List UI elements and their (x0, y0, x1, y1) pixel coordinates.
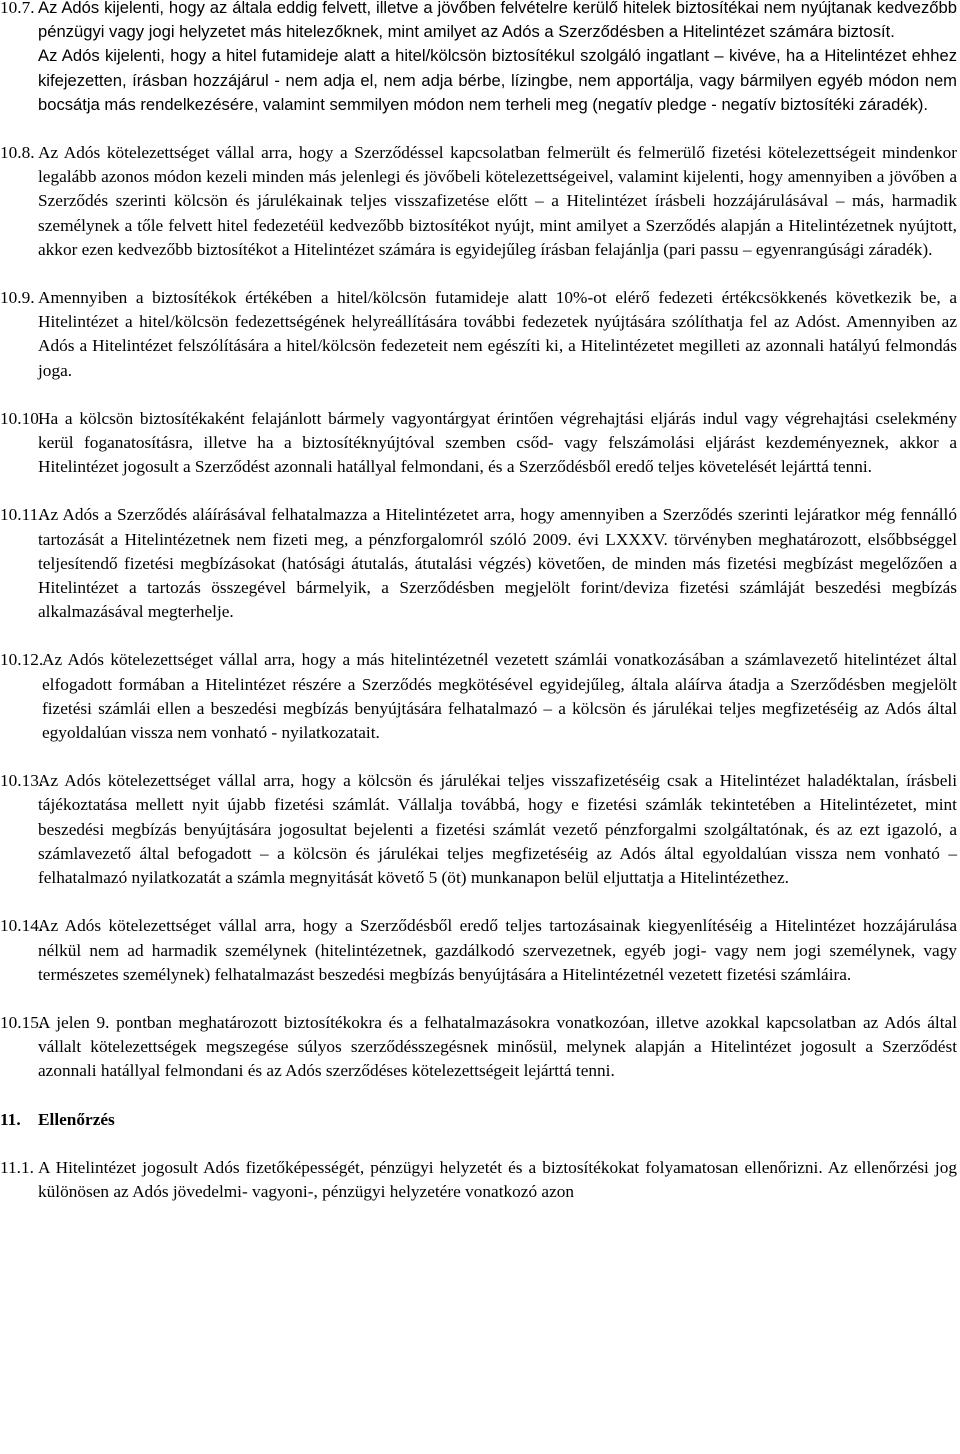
clause-paragraph: A Hitelintézet jogosult Adós fizetőképességét, pénzügyi helyzetét és a biztosítékokat folyamatosan ellenőrizni. Az ellenőrzési jog különösen az Adós jövedelmi- vagyoni-, pénzügyi helyzetére vonatkozó azon (38, 1157, 957, 1201)
clause-10-13 (0, 769, 960, 890)
clause-10-11 (0, 503, 960, 624)
clause-number: 10.14. (0, 916, 44, 936)
clause-paragraph: Az Adós a Szerződés aláírásával felhatalmazza a Hitelintézetet arra, hogy amennyiben a Szerződés szerinti lejáratkor még fennálló tartozását a Hitelintézetnek nem fizeti meg, a pénzforgalomról szóló 2009. évi LXXXV. törvényben meghatározott, elsőbbséggel teljesítendő fizetési megbízásokat (hatósági átutalás, átutalási végzés) követően, de minden más fizetési megbízást megelőzően a Hitelintézet a tartozás összegével bármelyik, a Szerződésben megjelölt forint/deviza fizetési számláját beszedési megbízás alkalmazásával megterhelje. (38, 505, 957, 622)
clause-10-8 (0, 141, 960, 262)
clause-paragraph: Ha a kölcsön biztosítékaként felajánlott bármely vagyontárgyat érintően végrehajtási eljárás indul vagy végrehajtási cselekmény kerül foganatosításra, illetve ha a biztosítéknyújtóval szemben csőd- vagy felszámolási eljárást kezdeményeznek, akkor a Hitelintézet jogosult a Szerződést azonnali hatállyal felmondani, és a Szerződésből eredő teljes követelését lejárttá tenni. (38, 408, 957, 477)
clause-10-12 (0, 648, 960, 745)
clause-10-14 (0, 914, 960, 987)
clause-number: 10.11. (0, 505, 43, 525)
clause-number: 10.15. (0, 1012, 44, 1032)
clause-number: 10.7. (0, 0, 35, 17)
clause-paragraph: Amennyiben a biztosítékok értékében a hitel/kölcsön futamideje alatt 10%-ot elérő fedezeti értékcsökkenés következik be, a Hitelintézet a hitel/kölcsön fedezettségének helyreállítására további fedezetek nyújtására szólíthatja fel az Adóst. Amennyiben az Adós a Hitelintézet felszólítására a hitel/kölcsön fedezeteit nem egészíti ki, a Hitelintézetet megilleti az azonnali hatályú felmondás joga. (38, 288, 957, 380)
clause-11-1 (0, 1156, 960, 1204)
clause-number: 11.1. (0, 1157, 34, 1177)
clause-number: 10.12. (0, 650, 44, 670)
clause-paragraph: Az Adós kijelenti, hogy az általa eddig felvett, illetve a jövőben felvételre kerülő hitelek biztosítékai nem nyújtanak kedvezőbb pénzügyi vagy jogi helyzetet más hitelezőknek, mint amilyet az Adós a Szerződésben a Hitelintézet számára biztosít. (38, 0, 957, 42)
clause-paragraph: Az Adós kötelezettséget vállal arra, hogy a Szerződéssel kapcsolatban felmerült és felmerülő fizetési kötelezettségeit mindenkor legalább azonos módon kezeli minden más jelenlegi és jövőbeli kötelezettségeivel, valamint kijelenti, hogy amennyiben a jövőben a Szerződés szerinti kölcsön és járulékainak teljes visszafizetése előtt – a Hitelintézet írásbeli hozzájárulásával – más, harmadik személynek a tőle felvett hitel fedezetéül kedvezőbb biztosítékot nyújt, mint amilyet a Szerződés alapján a Hitelintézetnek nyújtott, akkor ezen kedvezőbb biztosítékot a Hitelintézet számára is egyidejűleg írásban felajánlja (pari passu – egyenrangúsági záradék). (38, 143, 957, 259)
clause-paragraph: Az Adós kötelezettséget vállal arra, hogy a Szerződésből eredő teljes tartozásainak kiegyenlítéséig a Hitelintézet hozzájárulása nélkül nem ad harmadik személynek (hitelintézetnek, gazdálkodó szervezetnek, egyéb jogi- vagy nem jogi személynek, vagy természetes személynek) felhatalmazást beszedési megbízás benyújtására a Hitelintézetnél vezetett fizetési számláira. (38, 916, 957, 984)
clause-number: 10.9. (0, 288, 35, 308)
section-heading (0, 1108, 960, 1132)
clause-number: 10.10. (0, 408, 44, 428)
clause-10-10 (0, 407, 960, 480)
clause-10-15 (0, 1011, 960, 1084)
clause-paragraph: Az Adós kötelezettséget vállal arra, hogy a más hitelintézetnél vezetett számlái vonatkozásában a számlavezető hitelintézet által elfogadott formában a Hitelintézet részére a Szerződés megkötésével egyidejűleg, általa aláírva átadja a Szerződésben megjelölt fizetési számlái ellen a beszedési megbízás benyújtására felhatalmazó – a kölcsön és járulékai teljes megfizetéséig az Adós által egyoldalúan vissza nem vonható - nyilatkozatait. (42, 650, 957, 743)
clause-paragraph: A jelen 9. pontban meghatározott biztosítékokra és a felhatalmazásokra vonatkozóan, illetve azokkal kapcsolatban az Adós által vállalt kötelezettségek megszegése súlyos szerződésszegésnek minősül, melynek alapján a Hitelintézet jogosult a Szerződést azonnali hatállyal felmondani és az Adós szerződéses kötelezettségeit lejárttá tenni. (38, 1012, 957, 1081)
clause-10-9 (0, 286, 960, 383)
section-number: 11. (0, 1109, 21, 1129)
clause-10-7 (0, 0, 960, 117)
clause-paragraph: Az Adós kijelenti, hogy a hitel futamideje alatt a hitel/kölcsön biztosítékul szolgáló ingatlant – kivéve, ha a Hitelintézet ehhez kifejezetten, írásban hozzájárul - nem adja el, nem adja bérbe, lízingbe, nem apportálja, vagy bármilyen egyéb módon nem bocsátja más rendelkezésére, valamint semmilyen módon nem terheli meg (negatív pledge - negatív biztosítéki záradék). (38, 46, 957, 114)
clause-number: 10.13. (0, 771, 44, 791)
clause-paragraph: Az Adós kötelezettséget vállal arra, hogy a kölcsön és járulékai teljes visszafizetéséig csak a Hitelintézet haladéktalan, írásbeli tájékoztatása mellett nyit újabb fizetési számlát. Vállalja továbbá, hogy e fizetési számlák tekintetében a Hitelintézetet, mint beszedési megbízás benyújtására jogosultat bejelenti a fizetési számlát vezető pénzforgalmi szolgáltatónak, és az ezt igazoló, a számlavezető által befogadott – a kölcsön és járulékai teljes megfizetéséig az Adós által egyoldalúan vissza nem vonható – felhatalmazó nyilatkozatát a számla megnyitását követő 5 (öt) munkanapon belül eljuttatja a Hitelintézethez. (38, 771, 957, 888)
clause-number: 10.8. (0, 143, 35, 163)
section-title: Ellenőrzés (38, 1109, 115, 1129)
